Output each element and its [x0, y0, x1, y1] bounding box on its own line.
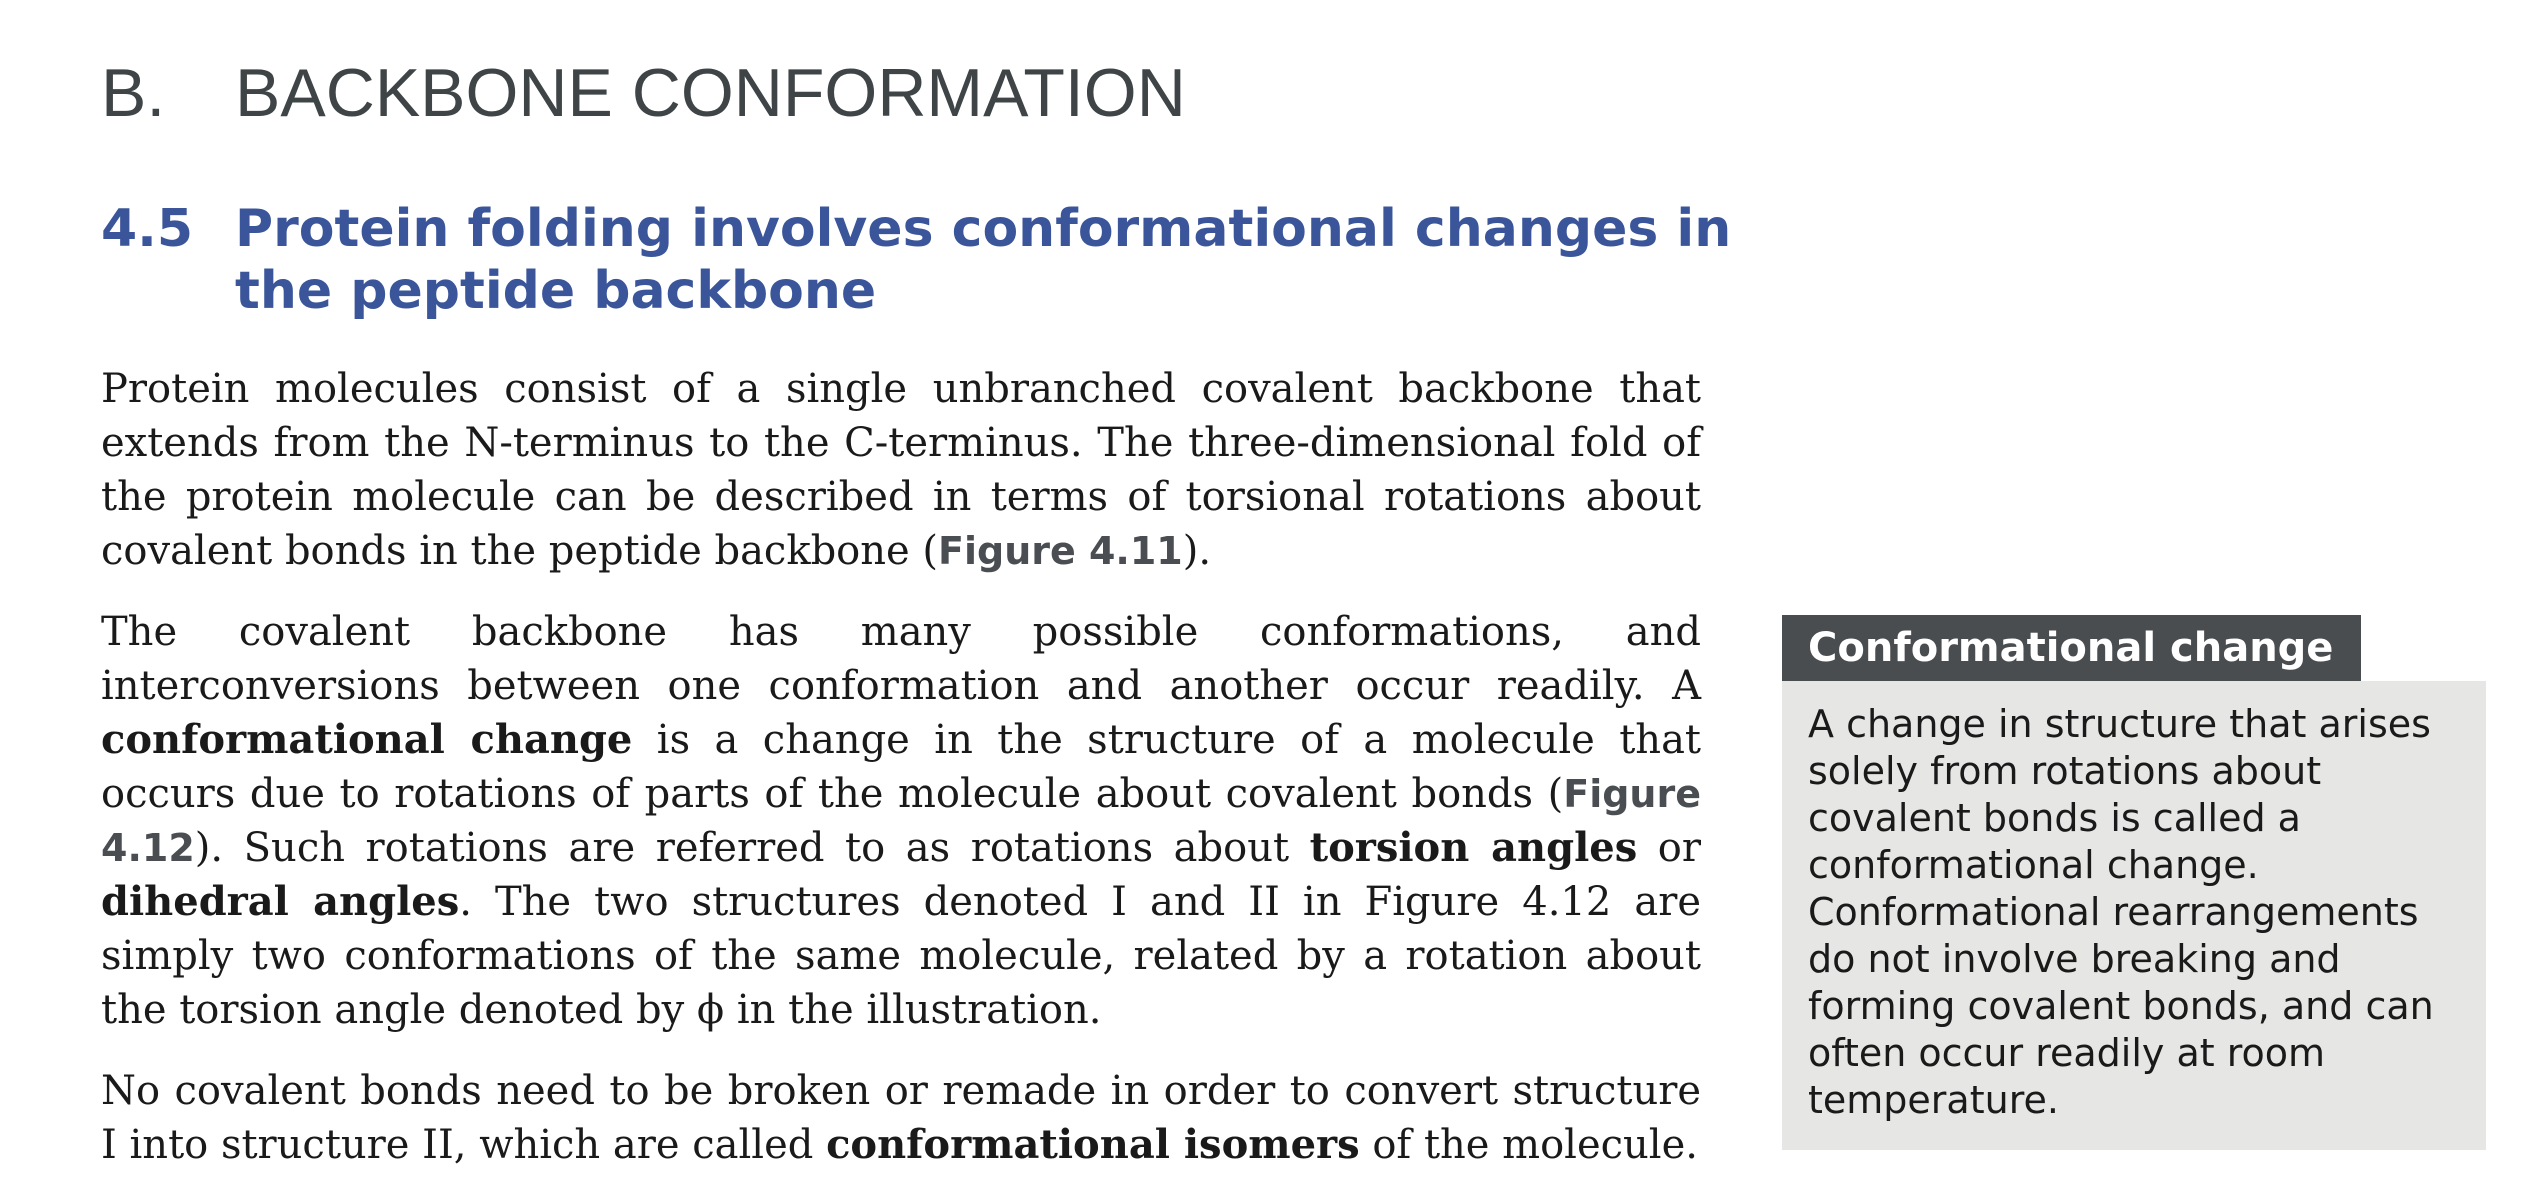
definition-sidebar: [1782, 615, 2486, 1150]
paragraph-text: is a change in the structure of a molecule that occurs due to rotations of parts of the molecule about covalent bonds (: [101, 717, 1701, 817]
paragraph-text: of the molecule.: [1359, 1122, 1698, 1168]
section-letter: B.: [101, 55, 166, 131]
figure-reference[interactable]: Figure 4.11: [938, 529, 1183, 573]
key-term: conformational change: [101, 716, 633, 763]
figure-reference[interactable]: Figure 4.12: [101, 772, 1701, 870]
subsection-heading: [101, 198, 1741, 322]
paragraph-1: [101, 362, 1701, 578]
section-title: BACKBONE CONFORMATION: [235, 55, 1186, 131]
paragraph-2: [101, 605, 1701, 1037]
sidebar-title: Conformational change: [1782, 615, 2361, 681]
paragraph-text: . The two structures denoted I and II in Figure 4.12 are simply two conformations of the same molecule, related by a rotation about the torsion angle denoted by ϕ in the illustration.: [101, 879, 1701, 1033]
paragraph-text: The covalent backbone has many possible conformations, and interconversions between one conformation and another occur readily. A: [101, 609, 1701, 709]
subsection-number: 4.5: [101, 199, 194, 259]
body-text: [101, 362, 1701, 1199]
section-heading: [101, 56, 1186, 131]
sidebar-body: A change in structure that arises solely from rotations about covalent bonds is called a conformational change. Conformational rearrangements do not involve breaking and forming covalent bonds, and can often occur readily at room temperature.: [1782, 681, 2486, 1150]
subsection-title: Protein folding involves conformational changes in the peptide backbone: [235, 199, 1732, 321]
key-term: torsion angles: [1309, 824, 1638, 871]
paragraph-text: ). Such rotations are referred to as rotations about: [194, 825, 1310, 871]
paragraph-text: or: [1637, 825, 1702, 871]
key-term: conformational isomers: [826, 1121, 1360, 1168]
paragraph-3: [101, 1064, 1701, 1172]
paragraph-text: ).: [1182, 528, 1212, 574]
paragraph-text: No covalent bonds need to be broken or remade in order to convert structure I into structure II, which are called: [101, 1068, 1701, 1168]
key-term: dihedral angles: [101, 878, 460, 925]
paragraph-text: Protein molecules consist of a single unbranched covalent backbone that extends from the N-terminus to the C-terminus. The three-dimensional fold of the protein molecule can be described in terms of torsional rotations about covalent bonds in the peptide backbone (: [101, 366, 1701, 574]
